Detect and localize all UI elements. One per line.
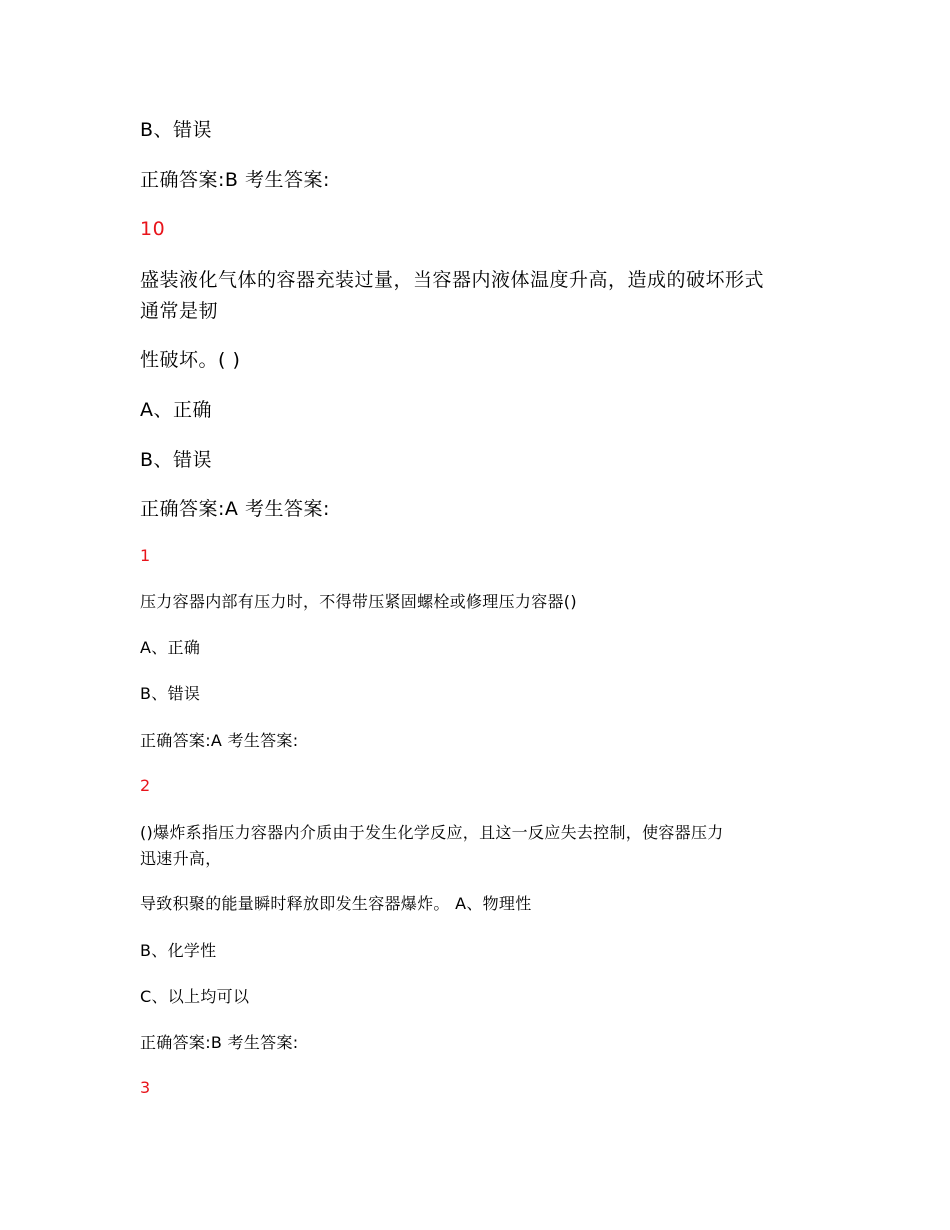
question-text: 迅速升高， [140, 849, 222, 868]
answer-line: 正确答案:B 考生答案: [140, 169, 330, 191]
question-number: 2 [140, 776, 151, 795]
question-text: 压力容器内部有压力时，不得带压紧固螺栓或修理压力容器() [140, 592, 577, 611]
option-b: B、错误 [140, 684, 201, 703]
question-text: 导致积聚的能量瞬时释放即发生容器爆炸。 A、物理性 [140, 894, 532, 913]
question-number: 3 [140, 1078, 151, 1097]
question-number: 10 [140, 218, 166, 240]
question-text: 盛装液化气体的容器充装过量，当容器内液体温度升高，造成的破坏形式 [140, 269, 765, 291]
question-number: 1 [140, 546, 151, 565]
option-a: A、正确 [140, 399, 212, 421]
answer-line: 正确答案:A 考生答案: [140, 731, 299, 750]
option-c: C、以上均可以 [140, 987, 250, 1006]
answer-line: 正确答案:A 考生答案: [140, 498, 330, 520]
answer-line: 正确答案:B 考生答案: [140, 1033, 299, 1052]
question-text: 通常是韧 [140, 300, 219, 322]
option-b: B、化学性 [140, 941, 217, 960]
question-text: 性破坏。( ) [140, 349, 241, 371]
option-b: B、错误 [140, 119, 213, 141]
question-text: ()爆炸系指压力容器内介质由于发生化学反应，且这一反应失去控制，使容器压力 [140, 823, 724, 842]
option-b: B、错误 [140, 449, 213, 471]
option-a: A、正确 [140, 638, 201, 657]
